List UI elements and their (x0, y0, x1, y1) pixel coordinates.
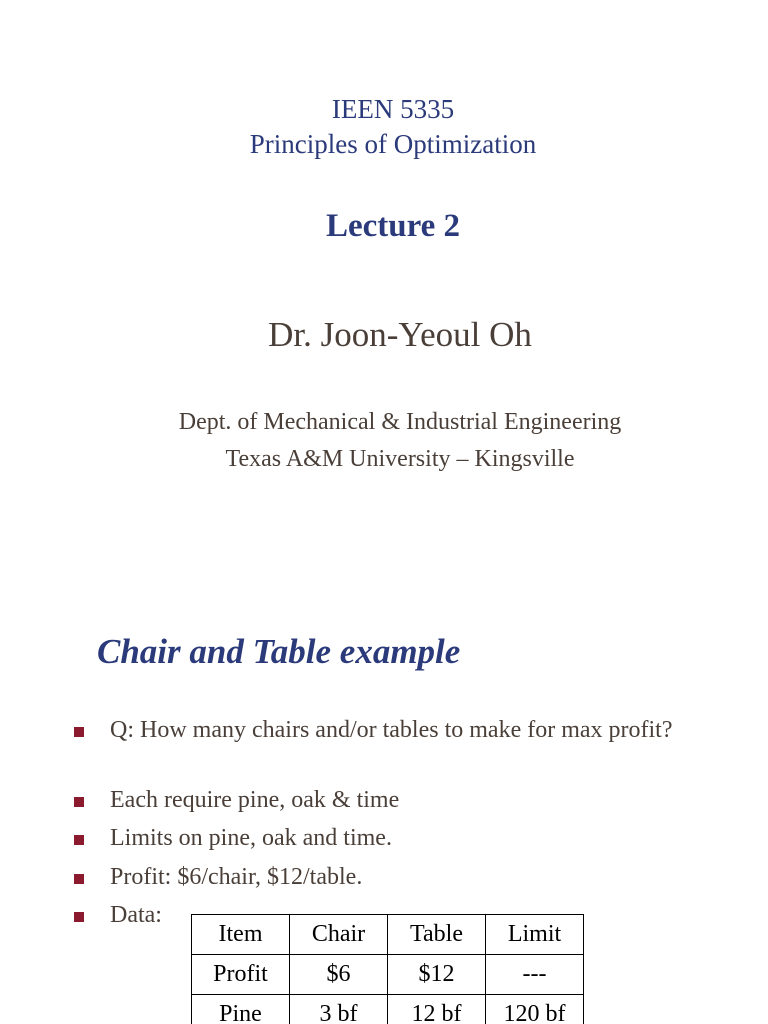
table-cell: --- (486, 955, 584, 995)
table-header-cell: Table (388, 915, 486, 955)
table-cell: $12 (388, 955, 486, 995)
bullet-text: Profit: $6/chair, $12/table. (110, 864, 363, 890)
data-table (191, 914, 584, 1024)
course-name: Principles of Optimization (249, 129, 537, 159)
bullet-text: Data: (110, 902, 162, 928)
square-bullet-icon (74, 874, 84, 884)
table-header-cell: Chair (290, 915, 388, 955)
bullet-text: Q: How many chairs and/or tables to make for max profit? (110, 717, 673, 743)
table-cell: 3 bf (290, 995, 388, 1024)
table-cell: 12 bf (388, 995, 486, 1024)
slide-title: Chair and Table example (97, 632, 461, 671)
square-bullet-icon (74, 835, 84, 845)
department: Dept. of Mechanical & Industrial Engineering (178, 409, 622, 435)
table-header-cell: Item (192, 915, 290, 955)
lecture-title: Lecture 2 (325, 208, 461, 244)
table-row (192, 995, 584, 1024)
table-cell: Pine (192, 995, 290, 1024)
author-name: Dr. Joon-Yeoul Oh (268, 315, 532, 354)
table-cell: Profit (192, 955, 290, 995)
table-header-row (192, 915, 584, 955)
table-cell: 120 bf (486, 995, 584, 1024)
table-header-cell: Limit (486, 915, 584, 955)
square-bullet-icon (74, 727, 84, 737)
table-cell: $6 (290, 955, 388, 995)
bullet-text: Each require pine, oak & time (110, 787, 400, 813)
square-bullet-icon (74, 912, 84, 922)
table-row (192, 955, 584, 995)
bullet-text: Limits on pine, oak and time. (110, 825, 392, 851)
course-code: IEEN 5335 (331, 94, 455, 124)
university: Texas A&M University – Kingsville (225, 446, 575, 472)
square-bullet-icon (74, 797, 84, 807)
